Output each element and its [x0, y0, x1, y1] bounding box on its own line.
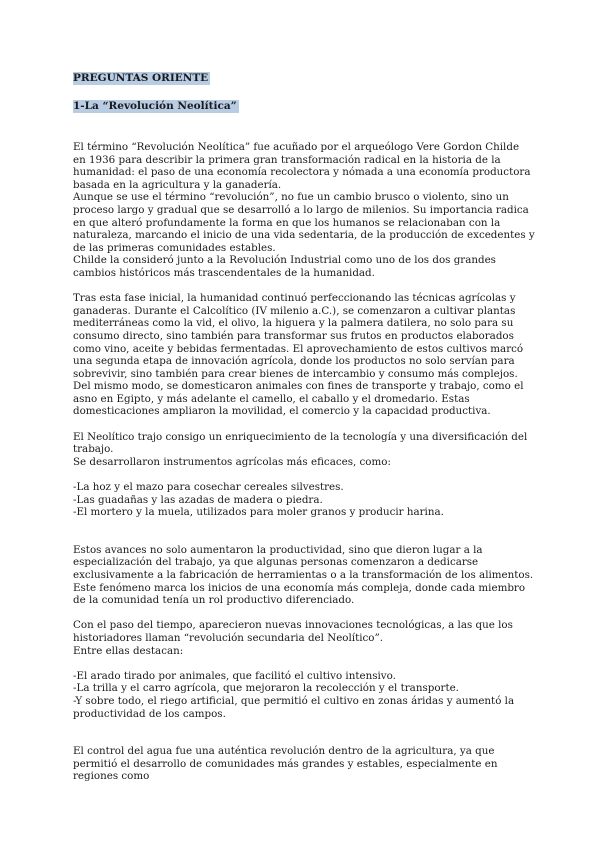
- document-body: [73, 141, 535, 783]
- paragraph-childe-comparison: Childe la consideró junto a la Revolución Industrial como uno de los dos grandes cambios históricos más trascendentales de la humanidad.: [73, 254, 496, 279]
- paragraph-complex-economy: Este fenómeno marca los inicios de una economía más compleja, donde cada miembro de la comunidad tenía un rol productivo diferenciado.: [73, 581, 526, 607]
- document-title: PREGUNTAS ORIENTE: [73, 72, 209, 84]
- paragraph-childe-definition: El término “Revolución Neolítica” fue acuñado por el arqueólogo Vere Gordon Childe en 1936 para describir la primera gran transformación radical en la historia de la humanidad: el paso de una economía recolectora y nómada a una economía productora basada en la agricultura y la ganadería.: [73, 141, 531, 191]
- paragraph-innovations-intro: Entre ellas destacan:: [73, 644, 184, 657]
- spacer: [73, 468, 535, 481]
- list-item: -La trilla y el carro agrícola, que mejoraron la recolección y el transporte.: [73, 682, 459, 695]
- innovations-list: [73, 670, 535, 720]
- spacer: [73, 607, 535, 620]
- spacer: [73, 519, 535, 544]
- spacer: [73, 720, 535, 745]
- paragraph-water-control: El control del agua fue una auténtica revolución dentro de la agricultura, ya que permitió el desarrollo de comunidades más grandes y estables, especialmente en regiones como: [73, 745, 498, 783]
- tools-list: [73, 481, 535, 519]
- spacer: [73, 418, 535, 431]
- spacer: [73, 280, 535, 293]
- paragraph-gradual-process: Aunque se use el término “revolución”, no fue un cambio brusco o violento, sino un proceso largo y gradual que se desarrolló a lo largo de milenios. Su importancia radica en que alteró profundamente la forma en que los humanos se relacionaban con la naturaleza, marcando el inicio de una vida sedentaria, de la producción de excedentes y de las primeras comunidades estables.: [73, 191, 535, 254]
- paragraph-calcolitico: Tras esta fase inicial, la humanidad continuó perfeccionando las técnicas agrícolas y ganaderas. Durante el Calcolítico (IV milenio a.C.), se comenzaron a cultivar plantas mediterráneas como la vid, el olivo, la higuera y la palmera datilera, no solo para su consumo directo, sino también para transformar sus frutos en productos elaborados como vino, aceite y bebidas fermentadas. El aprovechamiento de estos cultivos marcó una segunda etapa de innovación agrícola, donde los productos no solo servían para sobrevivir, sino también para crear bienes de intercambio y consumo más complejos. Del mismo modo, se domesticaron animales con fines de transporte y trabajo, como el asno en Egipto, y más adelante el camello, el caballo y el dromedario. Estas domesticaciones ampliaron la movilidad, el comercio y la capacidad productiva.: [73, 292, 524, 418]
- list-item: -El arado tirado por animales, que facilitó el cultivo intensivo.: [73, 669, 396, 682]
- list-item: -El mortero y la muela, utilizados para moler granos y producir harina.: [73, 506, 444, 519]
- list-item: -Y sobre todo, el riego artificial, que permitió el cultivo en zonas áridas y aumentó la productividad de los campos.: [73, 694, 515, 720]
- list-item: -La hoz y el mazo para cosechar cereales silvestres.: [73, 481, 344, 494]
- list-item: -Las guadañas y las azadas de madera o piedra.: [73, 493, 323, 506]
- paragraph-secondary-revolution: Con el paso del tiempo, aparecieron nuevas innovaciones tecnológicas, a las que los historiadores llaman “revolución secundaria del Neolítico”.: [73, 619, 513, 644]
- spacer: [73, 657, 535, 670]
- paragraph-technology: El Neolítico trajo consigo un enriquecimiento de la tecnología y una diversificación del trabajo.: [73, 430, 528, 456]
- paragraph-specialization: Estos avances no solo aumentaron la productividad, sino que dieron lugar a la especialización del trabajo, ya que algunas personas comenzaron a dedicarse exclusivamente a la fabricación de herramientas o a la transformación de los alimentos.: [73, 543, 534, 581]
- paragraph-tools-intro: Se desarrollaron instrumentos agrícolas más eficaces, como:: [73, 455, 391, 468]
- section-heading: 1-La “Revolución Neolítica”: [73, 100, 237, 112]
